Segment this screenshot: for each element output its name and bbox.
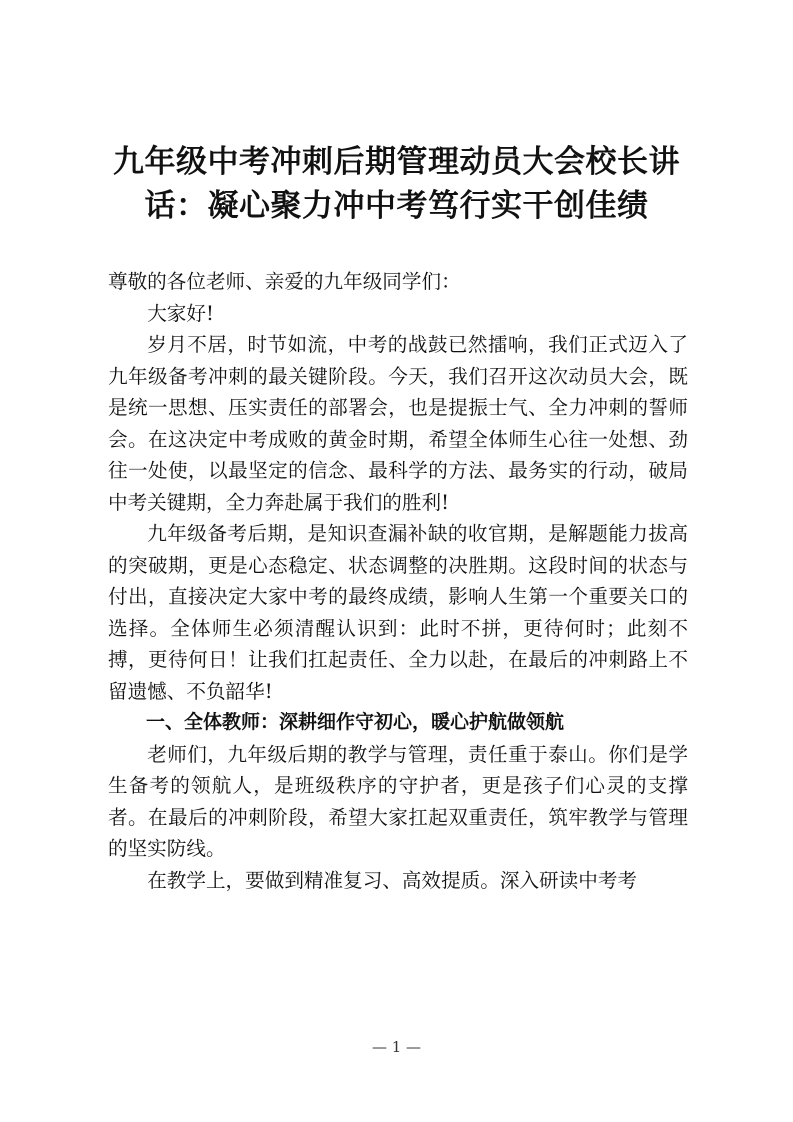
- section-heading: 一、全体教师：深耕细作守初心，暖心护航做领航: [146, 711, 565, 733]
- page-number: — 1 —: [371, 1038, 422, 1056]
- body-paragraph: 岁月不居，时节如流，中考的战鼓已然擂响，我们正式迈入了九年级备考冲刺的最关键阶段。今天，我们召开这次动员大会，既是统一思想、压实责任的部署会，也是提振士气、全力冲刺的誓师会。在这决定中考成败的黄金时期，希望全体师生心往一处想、劲往一处使，以最坚定的信念、最科学的方法、最务实的行动，破局中考关键期，全力奔赴属于我们的胜利!: [108, 333, 688, 514]
- document-title: 九年级中考冲刺后期管理动员大会校长讲话：凝心聚力冲中考笃行实干创佳绩: [113, 144, 680, 224]
- body-paragraph: 在教学上，要做到精准复习、高效提质。深入研读中考考: [147, 868, 638, 892]
- body-paragraph: 九年级备考后期，是知识查漏补缺的收官期，是解题能力拔高的突破期，更是心态稳定、状态调整的决胜期。这段时间的状态与付出，直接决定大家中考的最终成绩，影响人生第一个重要关口的选择。全体师生必须清醒认识到：此时不拼，更待何时；此刻不搏，更待何日！让我们扛起责任、全力以赴，在最后的冲刺路上不留遗憾、不负韶华!: [108, 522, 688, 703]
- salutation: 尊敬的各位老师、亲爱的九年级同学们：: [108, 270, 461, 293]
- greeting-paragraph: 大家好!: [147, 301, 214, 325]
- document-body: [108, 266, 688, 896]
- body-paragraph: 老师们，九年级后期的教学与管理，责任重于泰山。你们是学生备考的领航人，是班级秩序的守护者，更是孩子们心灵的支撑者。在最后的冲刺阶段，希望大家扛起双重责任，筑牢教学与管理的坚实防线。: [108, 742, 688, 860]
